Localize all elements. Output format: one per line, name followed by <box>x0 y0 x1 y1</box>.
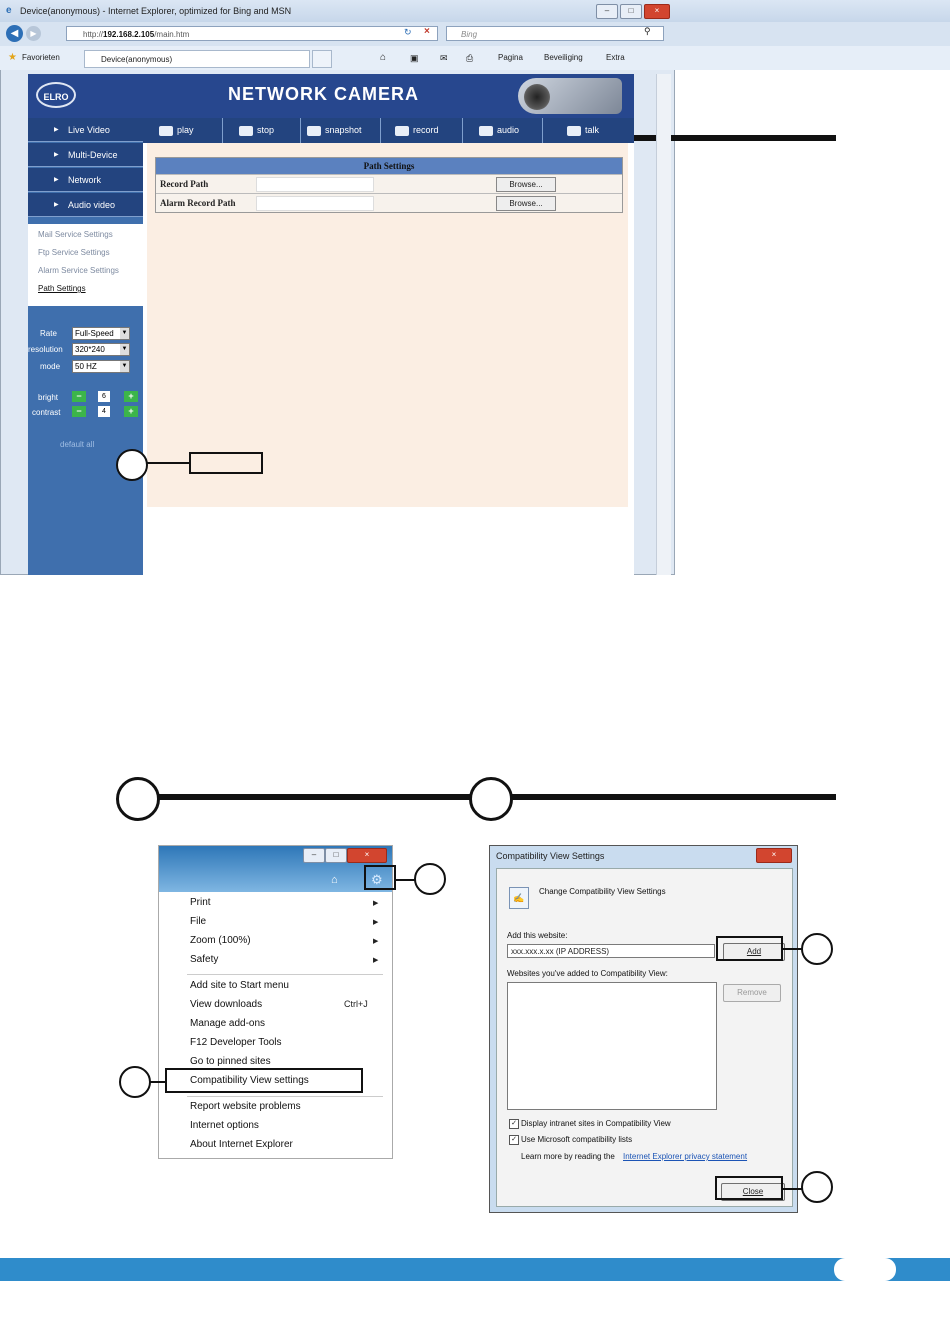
contrast-plus-button[interactable]: + <box>124 406 138 417</box>
step-circle <box>116 449 148 481</box>
close-button[interactable]: × <box>644 4 670 19</box>
contrast-minus-button[interactable]: − <box>72 406 86 417</box>
page-menu[interactable]: Pagina <box>498 53 523 62</box>
browser-titlebar <box>0 0 675 22</box>
close-dialog-button[interactable]: Close <box>721 1183 785 1201</box>
browser-header-strip <box>159 846 392 892</box>
address-host: 192.168.2.105 <box>103 30 155 39</box>
star-icon: ★ <box>8 52 17 63</box>
address-input[interactable] <box>66 26 438 41</box>
ms-lists-checkbox-label: Use Microsoft compatibility lists <box>521 1135 633 1144</box>
sidebar-item-audio-video[interactable]: ▶ Audio video <box>28 193 143 217</box>
add-website-label: Add this website: <box>507 931 568 940</box>
compat-page-icon: ✍ <box>509 887 529 909</box>
sidebar-item-live-video[interactable]: ▶ Live Video <box>28 118 143 142</box>
add-website-input[interactable] <box>507 944 715 958</box>
page-number-box <box>834 1258 896 1281</box>
sidebar <box>28 118 143 575</box>
search-input[interactable] <box>446 26 664 41</box>
step-circle <box>116 777 160 821</box>
window-title: Device(anonymous) - Internet Explorer, optimized for Bing and MSN <box>20 6 292 16</box>
add-button[interactable]: Add <box>723 943 785 961</box>
close-button[interactable]: × <box>347 848 387 863</box>
menu-item-print[interactable]: Print <box>190 897 211 908</box>
menu-item-view-downloads[interactable]: View downloads <box>190 999 263 1010</box>
address-bar <box>0 22 675 46</box>
record-path-browse-button[interactable]: Browse... <box>496 177 556 192</box>
privacy-link[interactable]: Internet Explorer privacy statement <box>623 1152 748 1161</box>
talk-icon <box>567 126 581 136</box>
compatibility-highlight <box>165 1068 363 1093</box>
compatibility-dialog <box>489 845 798 1213</box>
alarm-record-path-input[interactable] <box>256 196 374 211</box>
callout-line <box>142 462 190 464</box>
step-circle <box>414 863 446 895</box>
menu-item-report-problems[interactable]: Report website problems <box>190 1101 301 1112</box>
maximize-button[interactable]: □ <box>325 848 347 863</box>
sublink-mail[interactable]: Mail Service Settings <box>38 230 113 239</box>
dialog-title: Compatibility View Settings <box>496 851 605 861</box>
search-placeholder: Bing <box>461 30 478 39</box>
new-tab-button[interactable] <box>312 50 332 68</box>
favorites-bar <box>0 46 675 70</box>
menu-item-safety[interactable]: Safety <box>190 954 219 965</box>
step-circle <box>801 1171 833 1203</box>
forward-icon[interactable]: ▶ <box>26 26 41 41</box>
feeds-icon[interactable]: ▣ <box>410 53 419 63</box>
print-icon[interactable]: ⎙ <box>466 53 474 63</box>
maximize-button[interactable]: □ <box>620 4 642 19</box>
dialog-heading: Change Compatibility View Settings <box>539 887 666 896</box>
contrast-value: 4 <box>98 406 110 417</box>
submenu-arrow-icon: ▶ <box>373 900 379 907</box>
close-button-highlight <box>715 1176 783 1200</box>
dialog-body <box>496 868 793 1207</box>
submenu-arrow-icon: ▶ <box>373 957 379 964</box>
submenu-arrow-icon: ▶ <box>373 919 379 926</box>
camera-image <box>518 78 622 114</box>
menu-item-developer-tools[interactable]: F12 Developer Tools <box>190 1037 282 1048</box>
menu-item-zoom[interactable]: Zoom (100%) <box>190 935 251 946</box>
menu-item-file[interactable]: File <box>190 916 207 927</box>
add-button-highlight <box>716 936 783 961</box>
gear-icon[interactable]: ⚙ <box>371 872 383 887</box>
step-circle <box>801 933 833 965</box>
play-icon <box>159 126 173 136</box>
snapshot-icon <box>307 126 321 136</box>
remove-button[interactable]: Remove <box>723 984 781 1002</box>
talk-button[interactable]: talk <box>543 118 634 143</box>
snapshot-button[interactable]: snapshot <box>301 118 381 143</box>
tools-menu-screenshot <box>158 845 393 1159</box>
chevron-down-icon: ▼ <box>120 361 129 372</box>
mode-select[interactable]: 50 HZ ▼ <box>72 360 130 373</box>
table-row <box>156 174 622 193</box>
callout-line <box>783 1188 803 1190</box>
alarm-record-path-browse-button[interactable]: Browse... <box>496 196 556 211</box>
callout-line <box>396 879 416 881</box>
menu-item-pinned-sites[interactable]: Go to pinned sites <box>190 1056 271 1067</box>
menu-item-internet-options[interactable]: Internet options <box>190 1120 259 1131</box>
scrollbar[interactable] <box>656 74 671 575</box>
minimize-button[interactable]: – <box>303 848 325 863</box>
callout-line <box>783 948 803 950</box>
sidebar-item-multi-device[interactable]: ▶ Multi-Device <box>28 143 143 167</box>
section-rule <box>494 794 836 800</box>
favorites-button[interactable]: Favorieten <box>22 53 60 62</box>
camera-toolbar <box>143 118 634 143</box>
contrast-label: contrast <box>32 408 61 417</box>
submenu-arrow-icon: ▶ <box>373 938 379 945</box>
tab-label: Device(anonymous) <box>101 55 173 64</box>
section-rule <box>140 794 480 800</box>
rate-label: Rate <box>40 329 57 338</box>
sublink-panel <box>28 224 143 306</box>
audio-icon <box>479 126 493 136</box>
camera-page <box>28 74 634 575</box>
websites-list-label: Websites you've added to Compatibility View: <box>507 969 668 978</box>
step-circle <box>469 777 513 821</box>
extra-menu[interactable]: Extra <box>606 53 625 62</box>
intranet-checkbox-label: Display intranet sites in Compatibility View <box>521 1119 671 1128</box>
audio-button[interactable]: audio <box>463 118 543 143</box>
chevron-down-icon: ▼ <box>120 344 129 355</box>
intranet-checkbox[interactable]: ✓ <box>509 1119 519 1129</box>
page-title: NETWORK CAMERA <box>228 84 419 104</box>
menu-item-manage-addons[interactable]: Manage add-ons <box>190 1018 266 1029</box>
rate-select[interactable]: Full-Speed ▼ <box>72 327 130 340</box>
record-icon <box>395 126 409 136</box>
learn-more-text: Learn more by reading the <box>521 1152 615 1161</box>
sublink-ftp[interactable]: Ftp Service Settings <box>38 248 110 257</box>
menu-item-compatibility-view[interactable]: Compatibility View settings <box>190 1075 309 1086</box>
add-website-value: xxx.xxx.x.xx (IP ADDRESS) <box>511 947 610 956</box>
stop-icon[interactable]: × <box>424 26 430 37</box>
path-settings-title: Path Settings <box>156 158 622 174</box>
default-all-link[interactable]: default all <box>60 440 95 449</box>
ms-lists-checkbox[interactable]: ✓ <box>509 1135 519 1145</box>
sidebar-item-network[interactable]: ▶ Network <box>28 168 143 192</box>
sublink-alarm[interactable]: Alarm Service Settings <box>38 266 119 275</box>
back-icon[interactable]: ◀ <box>6 25 23 42</box>
menu-item-about-ie[interactable]: About Internet Explorer <box>190 1139 293 1150</box>
record-path-label: Record Path <box>160 179 209 189</box>
websites-list[interactable] <box>507 982 717 1110</box>
camera-banner <box>28 74 634 118</box>
mail-icon[interactable]: ✉ <box>440 53 448 63</box>
record-button[interactable]: record <box>381 118 463 143</box>
shortcut-label: Ctrl+J <box>344 999 368 1009</box>
ie-icon: e <box>6 5 12 16</box>
footer-bar <box>0 1258 950 1281</box>
menu-separator <box>187 974 383 975</box>
resolution-select[interactable]: 320*240 ▼ <box>72 343 130 356</box>
play-button[interactable]: play <box>143 118 223 143</box>
brand-logo: ELRO <box>36 82 76 108</box>
chevron-down-icon: ▼ <box>120 328 129 339</box>
dialog-close-button[interactable]: × <box>756 848 792 863</box>
refresh-icon[interactable]: ↻ <box>404 27 412 37</box>
minimize-button[interactable]: – <box>596 4 618 19</box>
bright-minus-button[interactable]: − <box>72 391 86 402</box>
address-prefix: http:// <box>83 30 104 39</box>
record-path-input[interactable] <box>256 177 374 192</box>
resolution-label: resolution <box>28 345 63 354</box>
alarm-record-path-label: Alarm Record Path <box>160 198 236 208</box>
browser-window <box>0 0 675 575</box>
bright-value: 6 <box>98 391 110 402</box>
step-circle <box>119 1066 151 1098</box>
menu-item-add-site[interactable]: Add site to Start menu <box>190 980 289 991</box>
stop-icon <box>239 126 253 136</box>
bright-label: bright <box>38 393 59 402</box>
menu-separator <box>187 1096 383 1097</box>
table-row <box>156 193 622 212</box>
path-settings-table <box>155 157 623 213</box>
search-icon[interactable]: ⚲ <box>644 26 651 36</box>
bright-plus-button[interactable]: + <box>124 391 138 402</box>
browser-tab[interactable] <box>84 50 310 68</box>
safety-menu[interactable]: Beveiliging <box>544 53 583 62</box>
address-path: /main.htm <box>154 30 190 39</box>
camera-lens-icon <box>524 84 550 110</box>
path-settings-highlight <box>189 452 263 474</box>
mode-label: mode <box>40 362 61 371</box>
gear-highlight <box>364 865 396 890</box>
home-icon[interactable]: ⌂ <box>331 874 338 886</box>
stop-button[interactable]: stop <box>223 118 301 143</box>
sublink-path-settings[interactable]: Path Settings <box>38 284 86 293</box>
home-icon[interactable]: ⌂ <box>380 52 387 63</box>
